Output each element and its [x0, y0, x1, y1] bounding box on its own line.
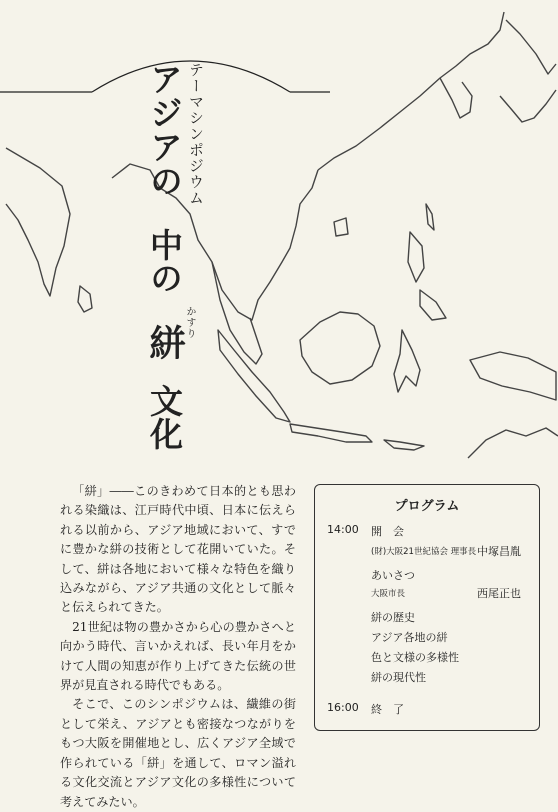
program-title: プログラム [394, 499, 460, 514]
title-line3: 絣 [144, 324, 185, 360]
open-org: (財)大阪21世紀協会 理事長 [371, 547, 477, 557]
topic-label: アジア各地の絣 [371, 631, 448, 644]
program-box [314, 484, 540, 731]
title-line1: アジアの [145, 62, 184, 198]
theme-label: テーマシンポジウム [187, 62, 205, 206]
page-title [139, 62, 190, 450]
open-label: 開 会 [371, 525, 404, 538]
greeting-label: あいさつ [371, 569, 415, 582]
intro-paragraph: 21世紀は物の豊かさから心の豊かさへと向かう時代、言いかえれば、長い年月をかけて人間の知恵が作り上げてきた伝統の世界が見直される時代でもある。 [60, 619, 296, 693]
topic-label: 絣の歴史 [371, 611, 415, 624]
title-ruby: かすり [184, 306, 195, 339]
open-time: 14:00 [327, 523, 359, 536]
intro-text [60, 482, 296, 812]
title-line4: 文化 [145, 384, 184, 450]
greeting-name: 西尾正也 [477, 587, 521, 600]
intro-paragraph: そこで、このシンポジウムは、繊維の街として栄え、アジアとも密接なつながりをもつ大阪を開催地とし、広くアジア全域で作られている「絣」を通して、ロマン溢れる文化交流とアジア文化の多様性について考えてみたい。 [60, 697, 296, 809]
topic-label: 色と文様の多様性 [371, 651, 459, 664]
close-label: 終 了 [371, 703, 404, 716]
open-name: 中塚昌胤 [477, 545, 521, 558]
title-line2: 中の [145, 228, 184, 294]
intro-paragraph: 「絣」――このきわめて日本的とも思われる染織は、江戸時代中頃、日本に伝えられる以前から、アジア地域において、すでに豊かな絣の技術として花開いていた。そして、絣は各地において様々な特色を織り込みながら、アジア共通の文化として脈々と伝えられてきた。 [60, 484, 296, 615]
close-time: 16:00 [327, 701, 359, 714]
topic-label: 絣の現代性 [371, 671, 426, 684]
greeting-org: 大阪市長 [371, 589, 406, 599]
